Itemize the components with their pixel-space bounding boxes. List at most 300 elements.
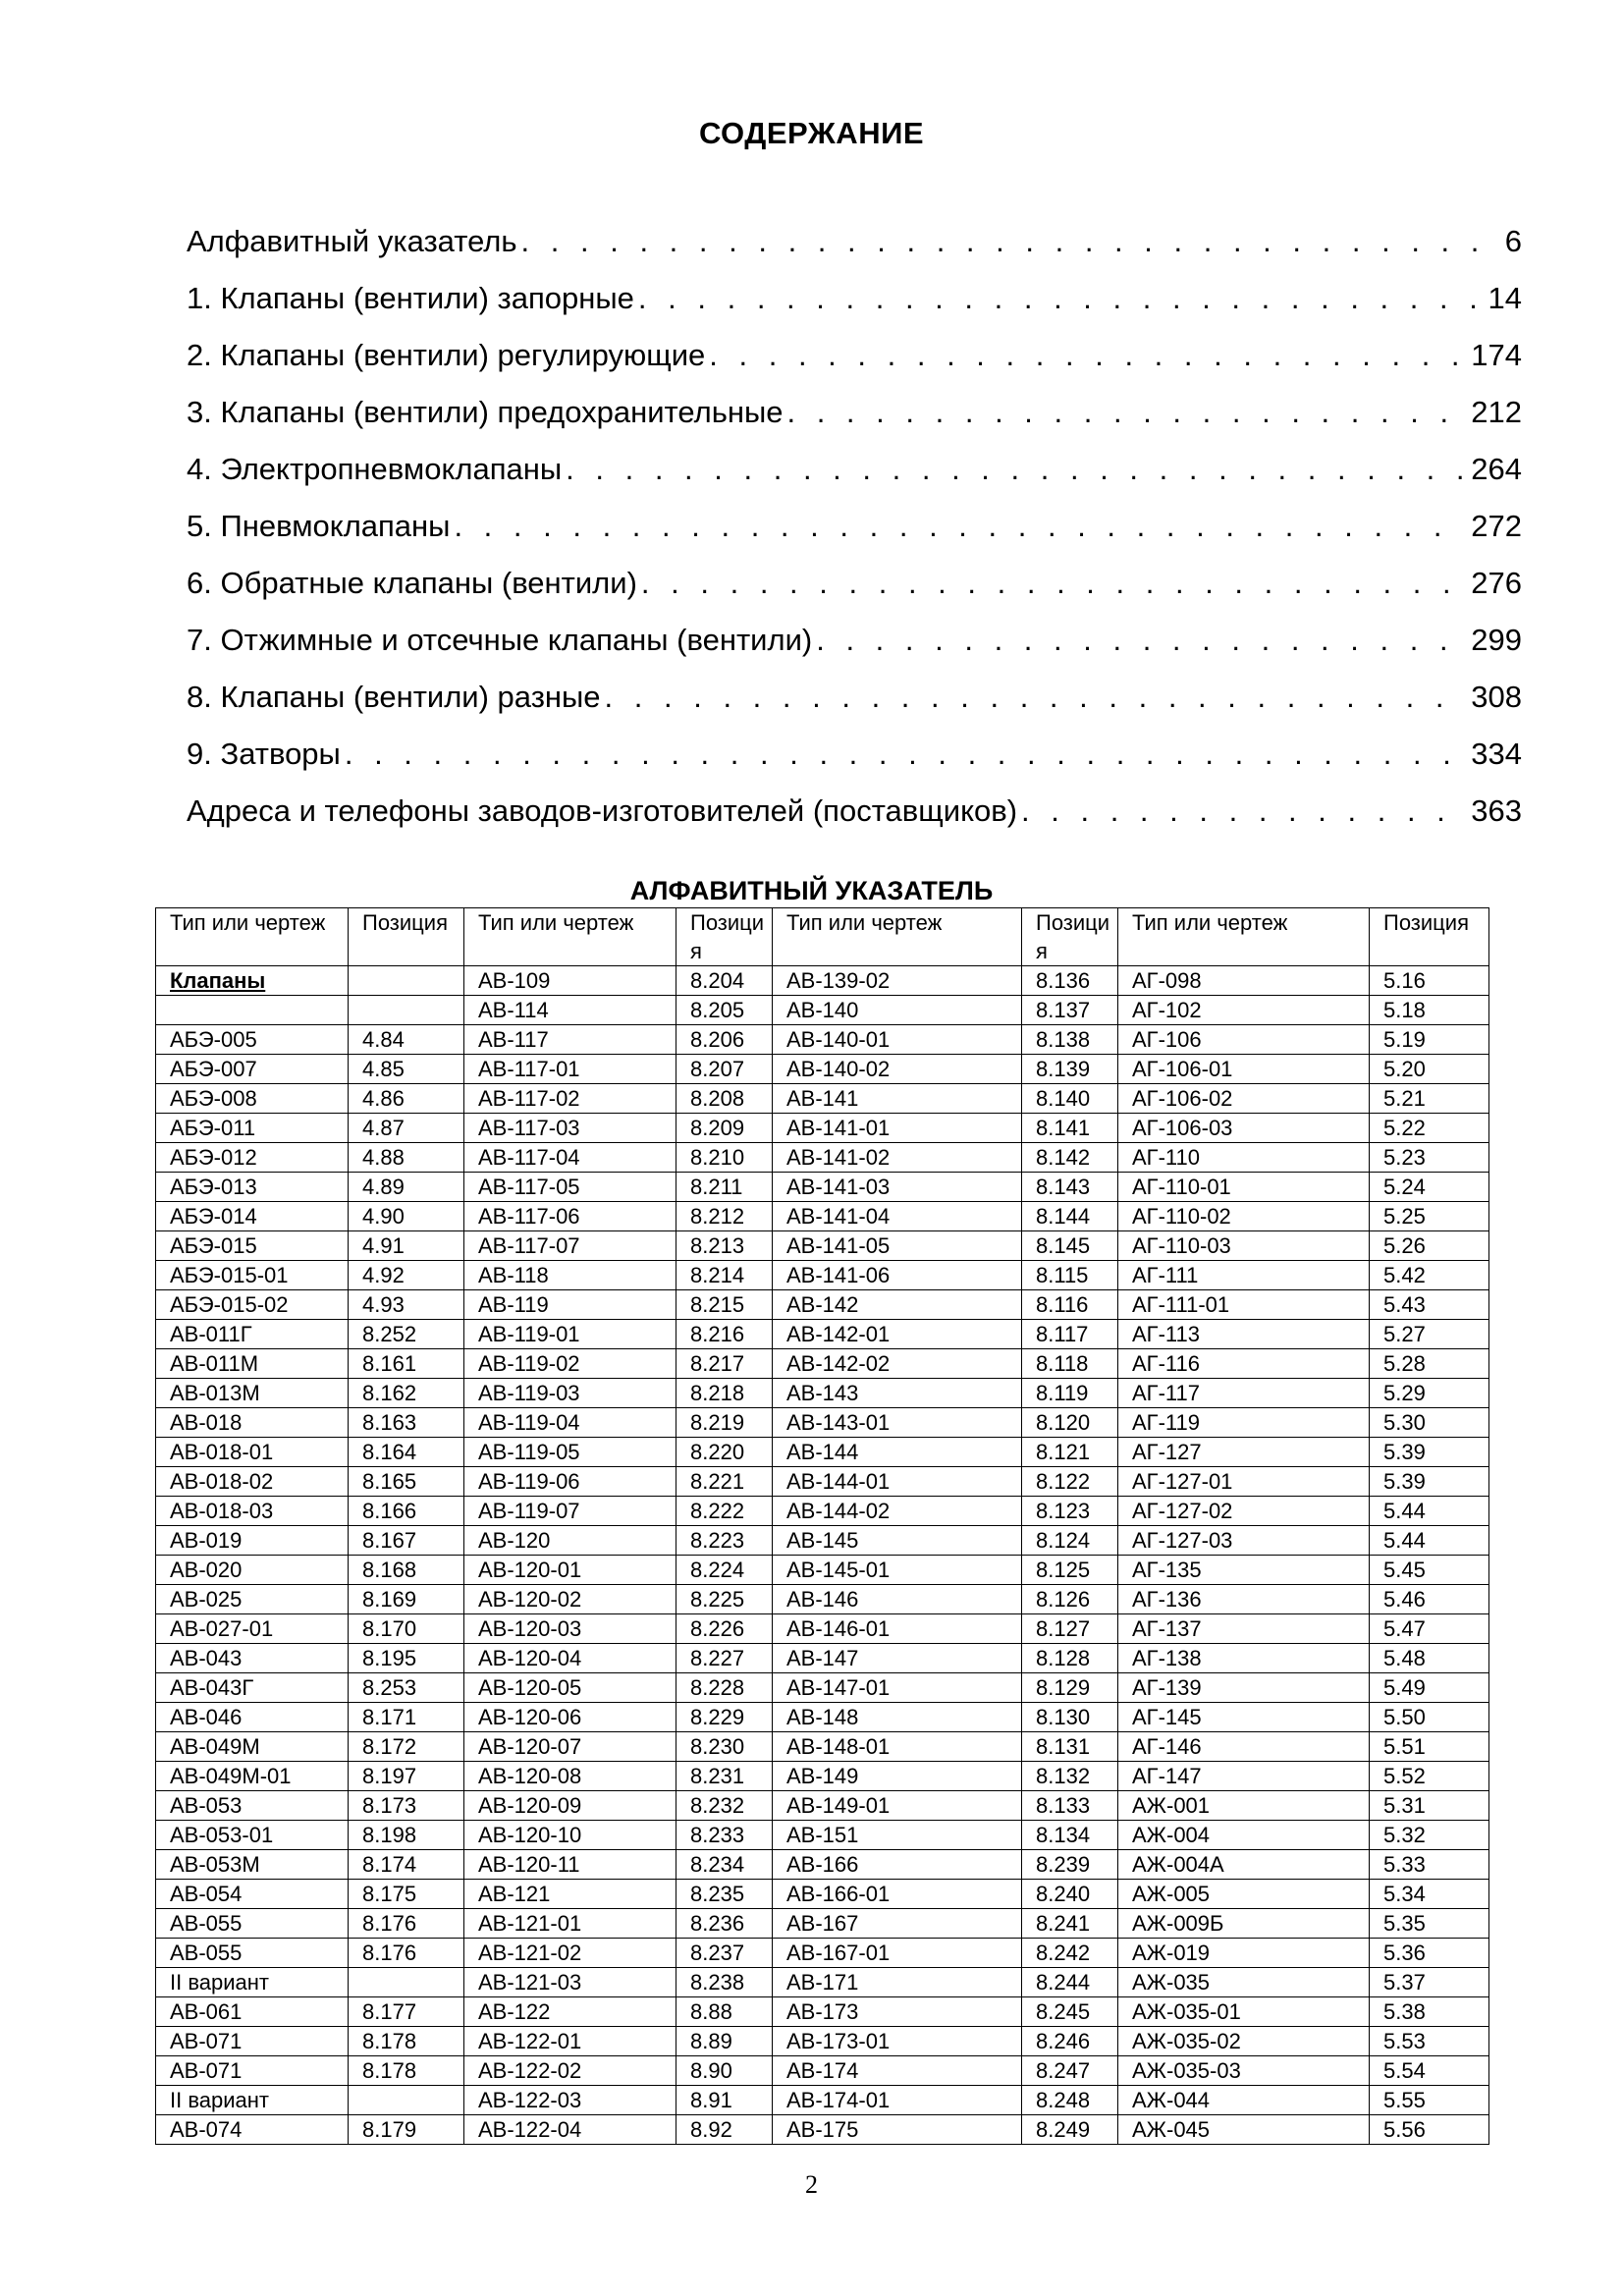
table-cell: АВ-122-04 xyxy=(464,2115,676,2145)
table-cell xyxy=(156,996,349,1025)
toc-leader-dots xyxy=(601,680,1466,715)
toc-entry-label: Адреса и телефоны заводов-изготовителей (поставщиков) xyxy=(187,793,1018,828)
page-number: 2 xyxy=(805,2170,818,2199)
table-cell: АЖ-005 xyxy=(1118,1880,1370,1909)
table-cell: 5.25 xyxy=(1370,1202,1489,1231)
toc-entry-page: 334 xyxy=(1471,737,1522,771)
table-cell: АГ-102 xyxy=(1118,996,1370,1025)
table-row xyxy=(156,1762,1489,1791)
table-row xyxy=(156,1880,1489,1909)
table-cell: 8.218 xyxy=(676,1379,773,1408)
table-cell: АВ-142-02 xyxy=(773,1349,1022,1379)
table-cell: АЖ-035-03 xyxy=(1118,2056,1370,2086)
table-cell: 5.29 xyxy=(1370,1379,1489,1408)
table-cell: 8.162 xyxy=(349,1379,464,1408)
table-cell xyxy=(349,996,464,1025)
table-cell: АВ-043Г xyxy=(156,1673,349,1703)
table-cell: 5.52 xyxy=(1370,1762,1489,1791)
table-cell: 5.36 xyxy=(1370,1939,1489,1968)
table-cell: 8.174 xyxy=(349,1850,464,1880)
table-cell: 8.142 xyxy=(1022,1143,1118,1173)
table-cell: АВ-143-01 xyxy=(773,1408,1022,1438)
table-cell: 5.34 xyxy=(1370,1880,1489,1909)
table-cell: АВ-140-02 xyxy=(773,1055,1022,1084)
table-cell: 8.239 xyxy=(1022,1850,1118,1880)
table-cell: АВ-145-01 xyxy=(773,1556,1022,1585)
table-cell: 8.252 xyxy=(349,1320,464,1349)
table-row xyxy=(156,1968,1489,1997)
table-cell: 5.38 xyxy=(1370,1997,1489,2027)
table-cell: АВ-074 xyxy=(156,2115,349,2145)
table-cell: 8.213 xyxy=(676,1231,773,1261)
table-cell: АГ-145 xyxy=(1118,1703,1370,1732)
table-cell: 5.48 xyxy=(1370,1644,1489,1673)
table-row xyxy=(156,1408,1489,1438)
table-cell: 8.122 xyxy=(1022,1467,1118,1497)
alphabetical-index-table xyxy=(155,907,1489,2145)
table-cell: 4.84 xyxy=(349,1025,464,1055)
table-cell: АВ-120-09 xyxy=(464,1791,676,1821)
table-row xyxy=(156,1025,1489,1055)
table-cell: 8.197 xyxy=(349,1762,464,1791)
table-cell: 8.171 xyxy=(349,1703,464,1732)
toc-leader-dots xyxy=(637,566,1465,601)
index-header-cell: Позиция xyxy=(1370,908,1489,966)
table-cell: АВ-013М xyxy=(156,1379,349,1408)
table-cell: 5.26 xyxy=(1370,1231,1489,1261)
index-body xyxy=(156,966,1489,2145)
table-cell: 8.141 xyxy=(1022,1114,1118,1143)
table-cell: АГ-098 xyxy=(1118,966,1370,996)
table-cell: АЖ-009Б xyxy=(1118,1909,1370,1939)
table-cell: АВ-055 xyxy=(156,1939,349,1968)
table-cell: 8.221 xyxy=(676,1467,773,1497)
table-cell: 8.169 xyxy=(349,1585,464,1614)
table-row xyxy=(156,2086,1489,2115)
table-cell: АВ-122 xyxy=(464,1997,676,2027)
table-cell: 8.92 xyxy=(676,2115,773,2145)
table-cell: 8.117 xyxy=(1022,1320,1118,1349)
table-cell: 8.238 xyxy=(676,1968,773,1997)
table-cell: 8.172 xyxy=(349,1732,464,1762)
table-cell: АВ-117-07 xyxy=(464,1231,676,1261)
table-row xyxy=(156,1114,1489,1143)
table-cell: 5.43 xyxy=(1370,1290,1489,1320)
toc-entry[interactable] xyxy=(187,601,1522,658)
table-cell: АВ-054 xyxy=(156,1880,349,1909)
index-header-cell: Позиция xyxy=(349,908,464,966)
index-header-cell: Тип или чертеж xyxy=(464,908,676,966)
table-cell: 5.39 xyxy=(1370,1438,1489,1467)
table-cell: 8.178 xyxy=(349,2056,464,2086)
table-cell: АБЭ-012 xyxy=(156,1143,349,1173)
table-cell: 5.45 xyxy=(1370,1556,1489,1585)
table-cell: АБЭ-013 xyxy=(156,1173,349,1202)
toc-leader-dots xyxy=(562,452,1465,487)
table-cell: АГ-110-02 xyxy=(1118,1202,1370,1231)
table-cell: АГ-135 xyxy=(1118,1556,1370,1585)
table-row xyxy=(156,1173,1489,1202)
table-cell: АВ-053М xyxy=(156,1850,349,1880)
table-row xyxy=(156,996,1489,1025)
table-cell: АВ-145 xyxy=(773,1526,1022,1556)
table-cell: 5.22 xyxy=(1370,1114,1489,1143)
table-cell: 5.49 xyxy=(1370,1673,1489,1703)
index-header-cell: Тип или чертеж xyxy=(156,908,349,966)
table-cell: 8.89 xyxy=(676,2027,773,2056)
table-cell: 8.177 xyxy=(349,1997,464,2027)
table-cell: АГ-106-03 xyxy=(1118,1114,1370,1143)
table-cell: АВ-149 xyxy=(773,1762,1022,1791)
table-cell: АВ-025 xyxy=(156,1585,349,1614)
toc-entry-label: Алфавитный указатель xyxy=(187,224,517,258)
table-cell: АВ-120-11 xyxy=(464,1850,676,1880)
table-cell: АВ-071 xyxy=(156,2027,349,2056)
index-header-cell: Позиция xyxy=(676,908,773,966)
toc-entry[interactable] xyxy=(187,544,1522,601)
table-cell: АВ-147 xyxy=(773,1644,1022,1673)
table-cell: 5.27 xyxy=(1370,1320,1489,1349)
table-cell: АВ-071 xyxy=(156,2056,349,2086)
table-cell: АГ-111 xyxy=(1118,1261,1370,1290)
table-cell: 5.54 xyxy=(1370,2056,1489,2086)
table-row xyxy=(156,1732,1489,1762)
table-cell: АВ-119 xyxy=(464,1290,676,1320)
table-cell: 5.21 xyxy=(1370,1084,1489,1114)
table-cell: АВ-117-04 xyxy=(464,1143,676,1173)
table-cell: АВ-027-01 xyxy=(156,1614,349,1644)
table-cell: АВ-140-01 xyxy=(773,1025,1022,1055)
index-title: АЛФАВИТНЫЙ УКАЗАТЕЛЬ xyxy=(629,876,994,905)
table-cell: АЖ-004 xyxy=(1118,1821,1370,1850)
table-row xyxy=(156,1791,1489,1821)
table-cell: 8.125 xyxy=(1022,1556,1118,1585)
table-cell: 8.228 xyxy=(676,1673,773,1703)
index-header-row xyxy=(156,908,1489,966)
toc-leader-dots xyxy=(1017,793,1465,829)
table-cell: АГ-127-03 xyxy=(1118,1526,1370,1556)
toc-entry[interactable] xyxy=(187,202,1522,259)
table-cell: 8.244 xyxy=(1022,1968,1118,1997)
table-cell: АВ-120-06 xyxy=(464,1703,676,1732)
table-cell: 5.24 xyxy=(1370,1173,1489,1202)
table-cell: АГ-136 xyxy=(1118,1585,1370,1614)
table-cell: 8.219 xyxy=(676,1408,773,1438)
toc-entry-page: 363 xyxy=(1471,793,1522,828)
toc-entry[interactable] xyxy=(187,373,1522,430)
table-cell: 5.44 xyxy=(1370,1526,1489,1556)
table-row xyxy=(156,1055,1489,1084)
table-cell: 8.163 xyxy=(349,1408,464,1438)
table-row xyxy=(156,1084,1489,1114)
table-cell: 8.233 xyxy=(676,1821,773,1850)
table-cell: 8.170 xyxy=(349,1614,464,1644)
table-cell: АГ-113 xyxy=(1118,1320,1370,1349)
table-cell: 8.90 xyxy=(676,2056,773,2086)
table-cell: 8.136 xyxy=(1022,966,1118,996)
table-cell: 4.91 xyxy=(349,1231,464,1261)
table-cell: 5.31 xyxy=(1370,1791,1489,1821)
table-cell: II вариант xyxy=(156,1968,349,1997)
table-cell: АВ-117-06 xyxy=(464,1202,676,1231)
table-cell: АГ-106 xyxy=(1118,1025,1370,1055)
table-cell: АВ-144-01 xyxy=(773,1467,1022,1497)
table-cell: 8.220 xyxy=(676,1438,773,1467)
table-cell: 8.235 xyxy=(676,1880,773,1909)
toc-entry-label: 2. Клапаны (вентили) регулирующие xyxy=(187,338,706,372)
table-row xyxy=(156,1939,1489,1968)
toc-entry-label: 5. Пневмоклапаны xyxy=(187,509,451,543)
table-cell xyxy=(349,966,464,996)
toc-entry-page: 14 xyxy=(1488,281,1522,315)
table-cell: АВ-167-01 xyxy=(773,1939,1022,1968)
table-row xyxy=(156,1703,1489,1732)
table-row xyxy=(156,1202,1489,1231)
table-cell: АГ-127-02 xyxy=(1118,1497,1370,1526)
table-cell: АВ-114 xyxy=(464,996,676,1025)
table-cell: 8.123 xyxy=(1022,1497,1118,1526)
table-cell: АВ-046 xyxy=(156,1703,349,1732)
table-cell: АВ-120-02 xyxy=(464,1585,676,1614)
table-cell: 8.198 xyxy=(349,1821,464,1850)
table-row xyxy=(156,1644,1489,1673)
toc-entry[interactable] xyxy=(187,715,1522,772)
table-cell: АВ-119-03 xyxy=(464,1379,676,1408)
table-cell: 8.126 xyxy=(1022,1585,1118,1614)
toc-entry[interactable] xyxy=(187,259,1522,316)
table-cell: АВ-053 xyxy=(156,1791,349,1821)
table-row xyxy=(156,1467,1489,1497)
page-title: СОДЕРЖАНИЕ xyxy=(698,116,925,150)
table-cell: II вариант xyxy=(156,2086,349,2115)
table-cell: 5.46 xyxy=(1370,1585,1489,1614)
table-cell: 4.90 xyxy=(349,1202,464,1231)
table-cell: АВ-020 xyxy=(156,1556,349,1585)
table-cell: 8.134 xyxy=(1022,1821,1118,1850)
table-row xyxy=(156,966,1489,996)
table-cell: 8.253 xyxy=(349,1673,464,1703)
table-cell: АВ-148 xyxy=(773,1703,1022,1732)
table-cell: АГ-110-01 xyxy=(1118,1173,1370,1202)
table-cell: АВ-166 xyxy=(773,1850,1022,1880)
table-cell: 8.179 xyxy=(349,2115,464,2145)
table-cell: 8.214 xyxy=(676,1261,773,1290)
table-cell: АВ-120-05 xyxy=(464,1673,676,1703)
table-cell: АВ-120-10 xyxy=(464,1821,676,1850)
table-cell: АВ-144-02 xyxy=(773,1497,1022,1526)
table-row xyxy=(156,1320,1489,1349)
table-cell: 8.208 xyxy=(676,1084,773,1114)
table-cell: АГ-127-01 xyxy=(1118,1467,1370,1497)
table-row xyxy=(156,1850,1489,1880)
table-cell: 8.137 xyxy=(1022,996,1118,1025)
toc-leader-dots xyxy=(341,737,1465,772)
table-cell: АВ-122-02 xyxy=(464,2056,676,2086)
table-row xyxy=(156,1379,1489,1408)
table-cell: АВ-141 xyxy=(773,1084,1022,1114)
table-cell: 8.210 xyxy=(676,1143,773,1173)
table-cell: 4.86 xyxy=(349,1084,464,1114)
table-cell: 8.216 xyxy=(676,1320,773,1349)
toc-entry-page: 6 xyxy=(1504,224,1522,258)
table-row xyxy=(156,1261,1489,1290)
toc-entry-page: 299 xyxy=(1471,623,1522,657)
table-cell: 8.175 xyxy=(349,1880,464,1909)
table-cell: 8.173 xyxy=(349,1791,464,1821)
table-cell: 8.227 xyxy=(676,1644,773,1673)
table-cell: АВ-043 xyxy=(156,1644,349,1673)
table-cell: 8.165 xyxy=(349,1467,464,1497)
table-cell: АВ-121 xyxy=(464,1880,676,1909)
table-cell: АВ-061 xyxy=(156,1997,349,2027)
table-cell: 8.132 xyxy=(1022,1762,1118,1791)
table-cell: 8.234 xyxy=(676,1850,773,1880)
toc-leader-dots xyxy=(517,224,1499,259)
table-cell: АВ-120-03 xyxy=(464,1614,676,1644)
table-cell: АВ-141-06 xyxy=(773,1261,1022,1290)
table-cell: АВ-011Г xyxy=(156,1320,349,1349)
table-cell: АБЭ-005 xyxy=(156,1025,349,1055)
table-cell: АБЭ-008 xyxy=(156,1084,349,1114)
table-cell: 8.167 xyxy=(349,1526,464,1556)
table-cell: АЖ-019 xyxy=(1118,1939,1370,1968)
toc-leader-dots xyxy=(634,281,1483,316)
table-cell: 8.246 xyxy=(1022,2027,1118,2056)
toc-entry[interactable] xyxy=(187,316,1522,373)
table-cell: АБЭ-015-02 xyxy=(156,1290,349,1320)
table-cell: АВ-171 xyxy=(773,1968,1022,1997)
toc-entry-label: 6. Обратные клапаны (вентили) xyxy=(187,566,637,600)
table-cell: АВ-018-03 xyxy=(156,1497,349,1526)
table-cell: 4.85 xyxy=(349,1055,464,1084)
table-cell: 8.119 xyxy=(1022,1379,1118,1408)
toc-entry[interactable] xyxy=(187,658,1522,715)
table-cell: АВ-151 xyxy=(773,1821,1022,1850)
table-cell: 5.16 xyxy=(1370,966,1489,996)
table-cell: АВ-118 xyxy=(464,1261,676,1290)
table-cell: АВ-121-01 xyxy=(464,1909,676,1939)
table-cell: АВ-122-01 xyxy=(464,2027,676,2056)
table-cell: 8.176 xyxy=(349,1909,464,1939)
table-cell: АВ-019 xyxy=(156,1526,349,1556)
table-cell: АВ-144 xyxy=(773,1438,1022,1467)
index-header-cell: Тип или чертеж xyxy=(1118,908,1370,966)
table-cell: 8.145 xyxy=(1022,1231,1118,1261)
table-cell: АВ-167 xyxy=(773,1909,1022,1939)
table-cell: 8.247 xyxy=(1022,2056,1118,2086)
table-cell: АВ-119-05 xyxy=(464,1438,676,1467)
table-cell: 8.225 xyxy=(676,1585,773,1614)
table-cell: 8.144 xyxy=(1022,1202,1118,1231)
toc-entry-label: 3. Клапаны (вентили) предохранительные xyxy=(187,395,784,429)
table-row xyxy=(156,1614,1489,1644)
table-cell: АВ-175 xyxy=(773,2115,1022,2145)
table-cell: 8.91 xyxy=(676,2086,773,2115)
table-cell: АБЭ-011 xyxy=(156,1114,349,1143)
table-cell xyxy=(349,2086,464,2115)
table-cell: АБЭ-014 xyxy=(156,1202,349,1231)
table-cell: АЖ-035 xyxy=(1118,1968,1370,1997)
table-cell: АВ-174 xyxy=(773,2056,1022,2086)
table-cell: АВ-146-01 xyxy=(773,1614,1022,1644)
table-cell: 8.223 xyxy=(676,1526,773,1556)
toc-entry-label: 4. Электропневмоклапаны xyxy=(187,452,563,486)
table-cell: 5.20 xyxy=(1370,1055,1489,1084)
table-cell: АЖ-035-02 xyxy=(1118,2027,1370,2056)
table-cell: АВ-117 xyxy=(464,1025,676,1055)
table-cell: 8.206 xyxy=(676,1025,773,1055)
toc-entry-page: 174 xyxy=(1471,338,1522,372)
toc-entry[interactable] xyxy=(187,487,1522,544)
table-cell: АВ-120-04 xyxy=(464,1644,676,1673)
toc-entry[interactable] xyxy=(187,772,1522,829)
table-cell: 8.241 xyxy=(1022,1909,1118,1939)
table-cell: АЖ-044 xyxy=(1118,2086,1370,2115)
table-row xyxy=(156,2115,1489,2145)
table-cell: 5.44 xyxy=(1370,1497,1489,1526)
toc-entry-label: 8. Клапаны (вентили) разные xyxy=(187,680,601,714)
table-cell: АГ-111-01 xyxy=(1118,1290,1370,1320)
table-row xyxy=(156,1526,1489,1556)
table-cell: АГ-110 xyxy=(1118,1143,1370,1173)
table-cell: АВ-173-01 xyxy=(773,2027,1022,2056)
table-of-contents xyxy=(187,202,1522,829)
index-header-cell: Тип или чертеж xyxy=(773,908,1022,966)
table-cell: 8.140 xyxy=(1022,1084,1118,1114)
table-cell: 8.131 xyxy=(1022,1732,1118,1762)
table-row xyxy=(156,1143,1489,1173)
table-cell: АВ-049М-01 xyxy=(156,1762,349,1791)
toc-entry-page: 308 xyxy=(1471,680,1522,714)
table-cell: АГ-137 xyxy=(1118,1614,1370,1644)
toc-leader-dots xyxy=(450,509,1465,544)
table-cell: АГ-119 xyxy=(1118,1408,1370,1438)
table-cell: 4.87 xyxy=(349,1114,464,1143)
table-cell: 5.28 xyxy=(1370,1349,1489,1379)
table-row xyxy=(156,1821,1489,1850)
table-cell: АВ-117-05 xyxy=(464,1173,676,1202)
table-cell: 8.133 xyxy=(1022,1791,1118,1821)
table-cell: 8.195 xyxy=(349,1644,464,1673)
table-cell: АВ-018 xyxy=(156,1408,349,1438)
table-cell: 8.230 xyxy=(676,1732,773,1762)
table-cell: 5.39 xyxy=(1370,1467,1489,1497)
table-cell: АВ-141-02 xyxy=(773,1143,1022,1173)
table-cell: 5.18 xyxy=(1370,996,1489,1025)
table-cell: АВ-143 xyxy=(773,1379,1022,1408)
table-cell: 8.88 xyxy=(676,1997,773,2027)
table-cell: 8.236 xyxy=(676,1909,773,1939)
table-cell: АВ-018-02 xyxy=(156,1467,349,1497)
table-cell: АВ-122-03 xyxy=(464,2086,676,2115)
table-cell: 8.204 xyxy=(676,966,773,996)
table-cell: 5.23 xyxy=(1370,1143,1489,1173)
table-cell: АВ-166-01 xyxy=(773,1880,1022,1909)
table-cell: 5.55 xyxy=(1370,2086,1489,2115)
table-cell: 8.115 xyxy=(1022,1261,1118,1290)
table-cell: АЖ-035-01 xyxy=(1118,1997,1370,2027)
toc-entry[interactable] xyxy=(187,430,1522,487)
table-cell: АВ-142 xyxy=(773,1290,1022,1320)
table-row xyxy=(156,1556,1489,1585)
table-cell: АВ-147-01 xyxy=(773,1673,1022,1703)
table-cell: АВ-109 xyxy=(464,966,676,996)
toc-entry-label: 7. Отжимные и отсечные клапаны (вентили) xyxy=(187,623,813,657)
table-row xyxy=(156,1290,1489,1320)
table-cell: АВ-148-01 xyxy=(773,1732,1022,1762)
table-cell: 8.209 xyxy=(676,1114,773,1143)
table-cell: 8.242 xyxy=(1022,1939,1118,1968)
